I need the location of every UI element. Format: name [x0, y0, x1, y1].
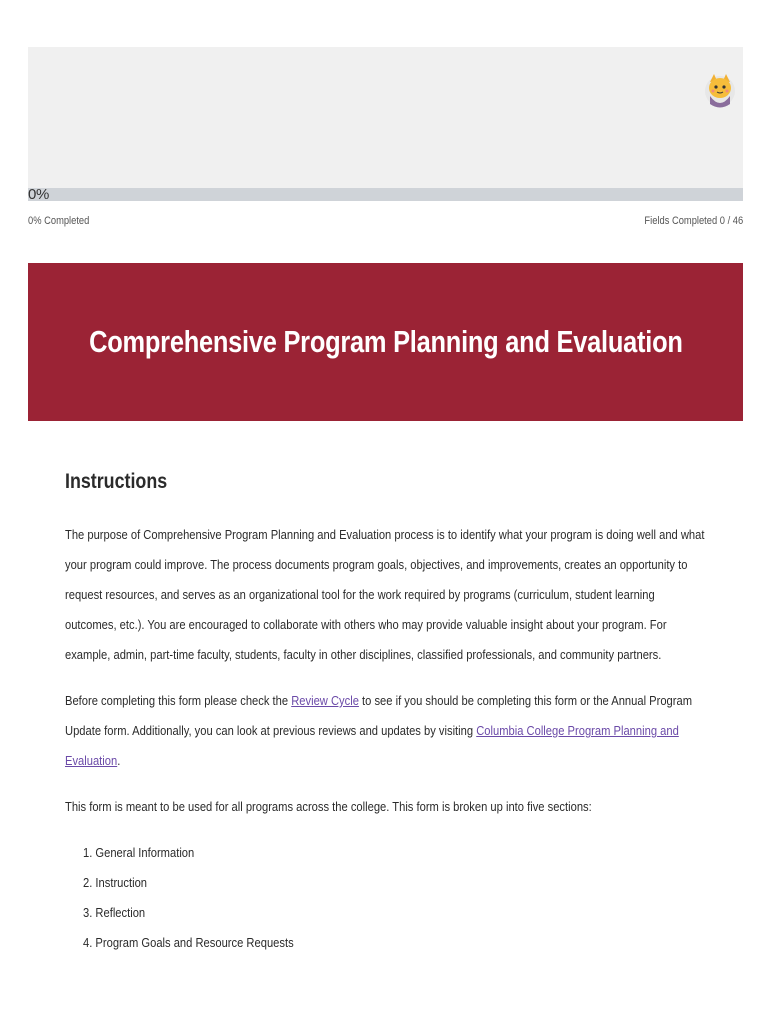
page-title: Comprehensive Program Planning and Evaluation [88, 324, 683, 359]
list-item: 3. Reflection [83, 905, 146, 920]
list-item: 1. General Information [83, 845, 195, 860]
sections-list [65, 838, 705, 958]
instructions-heading: Instructions [65, 470, 168, 493]
instructions-section [65, 470, 705, 958]
review-cycle-link[interactable]: Review Cycle [291, 693, 359, 708]
list-item: 4. Program Goals and Resource Requests [83, 935, 294, 950]
instructions-paragraph-sections: This form is meant to be used for all programs across the college. This form is broken up into five sections: [65, 799, 592, 814]
progress-bar [28, 188, 743, 201]
progress-completed-text: 0% Completed [28, 215, 90, 227]
review-text-middle: to see if you should be completing this form or the Annual Program Update form. Additionally, you can look at previous reviews and updates by visiting [65, 693, 693, 738]
fields-completed-counter: Fields Completed 0 / 46 [644, 215, 743, 227]
title-banner [28, 263, 743, 421]
instructions-paragraph-review [65, 686, 706, 776]
review-text-start: Before completing this form please check the [65, 693, 292, 708]
review-text-end: . [117, 753, 121, 768]
progress-percent: 0% [28, 186, 50, 203]
top-panel [28, 47, 743, 188]
instructions-paragraph-purpose: The purpose of Comprehensive Program Planning and Evaluation process is to identify what your program is doing well and what your program could improve. The process documents program goals, objectives, and improvements, creates an opportunity to request resources, and serves as an organizational tool for the work required by programs (curriculum, student learning outcomes, etc.). You are encouraged to collaborate with others who may provide valuable insight about your program. For example, admin, part-time faculty, students, faculty in other disciplines, classified professionals, and community partners. [65, 527, 705, 662]
program-planning-link[interactable]: Columbia College Program Planning and Evaluation [65, 723, 679, 768]
cat-mascot-icon[interactable] [704, 70, 736, 112]
list-item: 2. Instruction [83, 875, 148, 890]
